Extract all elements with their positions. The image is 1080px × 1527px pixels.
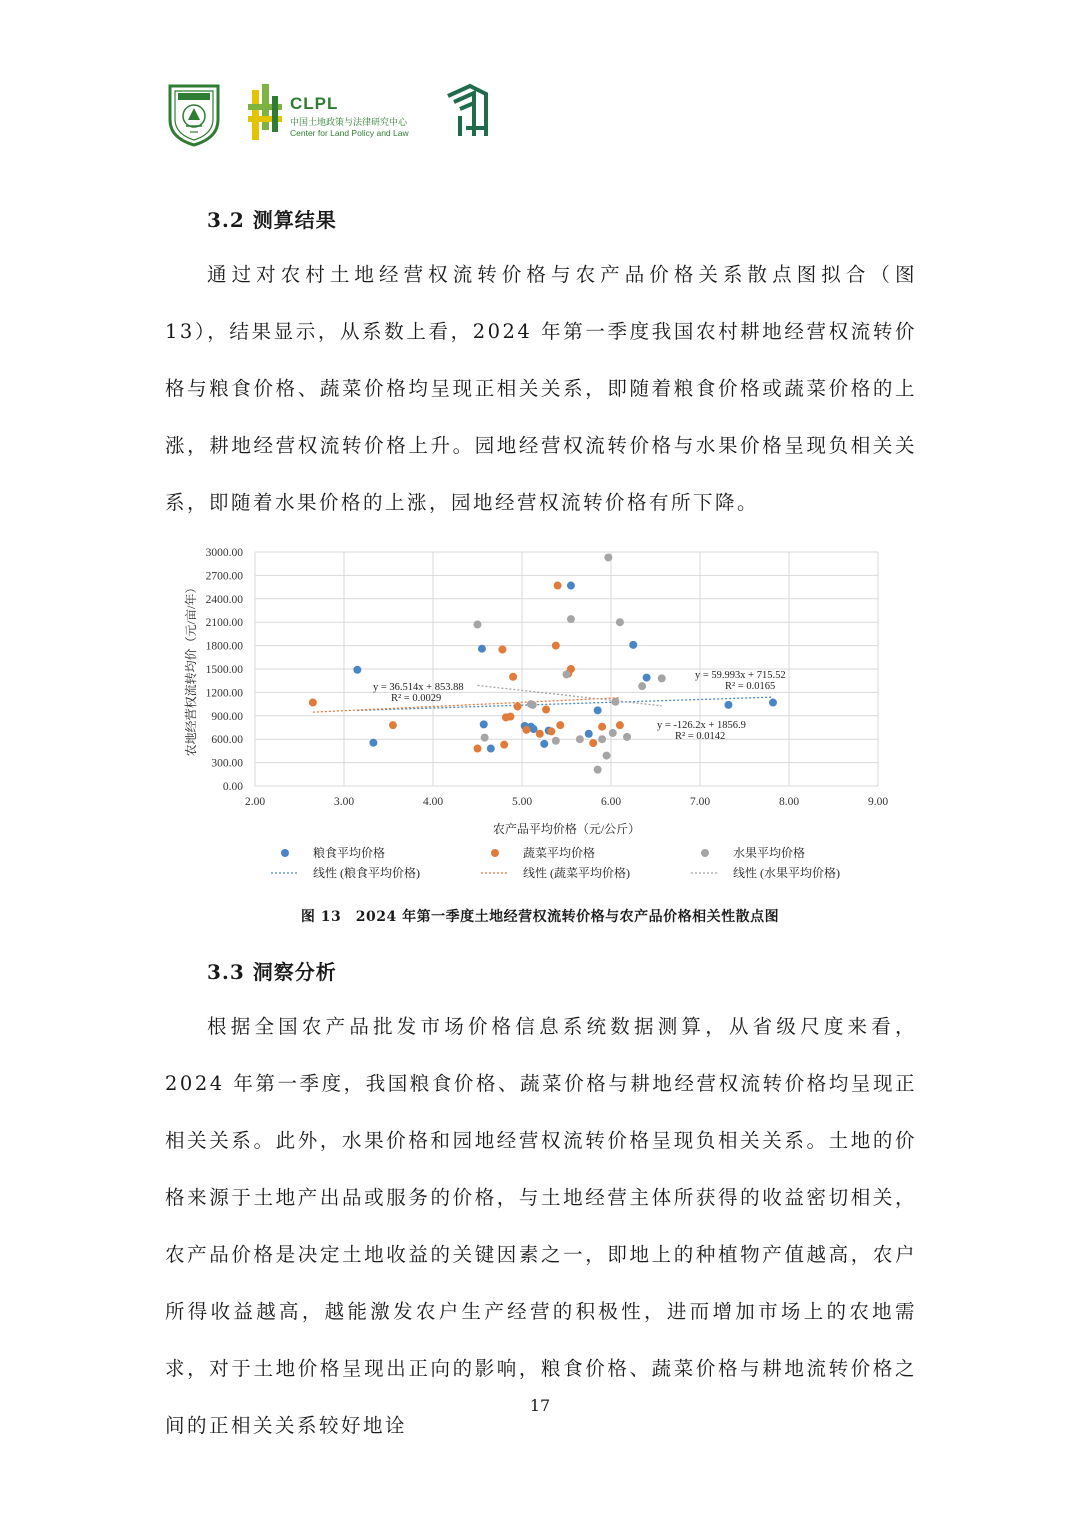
x-tick-label: 6.00 [600, 796, 622, 808]
data-point-series-2 [498, 646, 506, 654]
data-point-series-1 [585, 730, 593, 738]
university-seal-logo [166, 82, 222, 148]
data-point-series-2 [474, 745, 482, 753]
y-tick-label: 2700.00 [205, 570, 243, 583]
y-tick-label: 2400.00 [205, 593, 243, 606]
data-point-series-1 [594, 706, 602, 714]
data-point-series-2 [389, 721, 397, 729]
legend-label: 线性 (水果平均价格) [733, 866, 840, 880]
data-point-series-1 [480, 720, 488, 728]
legend-label: 蔬菜平均价格 [523, 846, 596, 860]
data-point-series-1 [629, 641, 637, 649]
data-point-series-2 [514, 702, 522, 710]
clpl-english-name: Center for Land Policy and Law [290, 128, 409, 138]
data-point-series-3 [529, 701, 537, 709]
data-point-series-1 [353, 666, 361, 674]
scatter-chart [175, 540, 910, 900]
section-3-3-paragraph: 根据全国农产品批发市场价格信息系统数据测算，从省级尺度来看，2024 年第一季度，我国粮食价格、蔬菜价格与耕地经营权流转价格均呈现正相关关系。此外，水果价格和园地经营权流转价格呈现负相关关系。土地的价格来源于土地产出品或服务的价格，与土地经营主体所获得的收益密切相关，农产品价格是决定土地收益的关键因素之一，即地上的种植物产值越高，农户所得收益越高，越能激发农户生产经营的积极性，进而增加市场上的农地需求，对于土地价格呈现出正向的影响，粮食价格、蔬菜价格与耕地流转价格之间的正相关关系较好地诠 [165, 1015, 917, 1437]
data-point-series-3 [616, 618, 624, 626]
data-point-series-3 [604, 553, 612, 561]
y-axis-label: 农地经营权流转均价（元/亩/年） [184, 581, 198, 757]
y-tick-label: 3000.00 [205, 547, 243, 559]
x-axis-label: 农产品平均价格（元/公斤） [492, 822, 641, 836]
legend-label: 线性 (蔬菜平均价格) [523, 866, 630, 880]
data-point-series-1 [769, 699, 777, 707]
data-point-series-1 [567, 582, 575, 590]
y-tick-label: 0.00 [222, 781, 243, 793]
section-heading-3-2: 3.2 测算结果 [207, 208, 337, 232]
clpl-chinese-name: 中国土地政策与法律研究中心 [290, 117, 408, 127]
data-point-series-3 [638, 682, 646, 690]
data-point-series-1 [369, 739, 377, 747]
y-tick-label: 900.00 [211, 710, 243, 723]
trendline-equation-label: y = 59.993x + 715.52 [695, 670, 786, 681]
x-tick-label: 9.00 [867, 796, 889, 808]
data-point-series-2 [536, 730, 544, 738]
data-point-series-3 [567, 615, 575, 623]
trendline-equation-label: y = 36.514x + 853.88 [373, 682, 464, 693]
data-point-series-2 [552, 642, 560, 650]
y-tick-label: 2100.00 [205, 617, 243, 630]
scatter-chart-svg [175, 540, 910, 900]
data-point-series-2 [509, 673, 517, 681]
legend-marker-icon [491, 849, 499, 857]
y-tick-label: 300.00 [211, 757, 243, 770]
clpl-mark-icon [246, 82, 290, 146]
legend-label: 线性 (粮食平均价格) [313, 866, 420, 880]
x-tick-label: 3.00 [333, 796, 355, 808]
data-point-series-2 [589, 739, 597, 747]
trendline-equation-label: R² = 0.0029 [391, 693, 442, 704]
legend-label: 粮食平均价格 [313, 846, 386, 860]
data-point-series-2 [309, 699, 317, 707]
x-tick-label: 5.00 [511, 796, 533, 808]
x-tick-label: 8.00 [778, 796, 800, 808]
data-point-series-2 [598, 723, 606, 731]
y-tick-label: 1800.00 [205, 640, 243, 653]
data-point-series-2 [556, 721, 564, 729]
page-number: 17 [529, 1396, 551, 1415]
trendline-equation-label: y = -126.2x + 1856.9 [657, 720, 746, 731]
data-point-series-3 [598, 735, 606, 743]
data-point-series-3 [563, 670, 571, 678]
y-tick-label: 600.00 [211, 734, 243, 747]
clpl-abbrev: CLPL [290, 94, 339, 113]
data-point-series-3 [658, 674, 666, 682]
legend-marker-icon [281, 849, 289, 857]
x-tick-label: 4.00 [422, 796, 444, 808]
data-point-series-2 [616, 721, 624, 729]
data-point-series-3 [623, 733, 631, 741]
data-point-series-3 [594, 766, 602, 774]
x-tick-label: 7.00 [689, 796, 711, 808]
legend-marker-icon [701, 849, 709, 857]
legend-label: 水果平均价格 [733, 846, 806, 860]
data-point-series-1 [478, 645, 486, 653]
trendline-equation-label: R² = 0.0142 [675, 731, 726, 742]
data-point-series-3 [481, 734, 489, 742]
y-tick-label: 1200.00 [205, 687, 243, 700]
data-point-series-3 [576, 735, 584, 743]
section-3-2-paragraph: 通过对农村土地经营权流转价格与农产品价格关系散点图拟合（图 13），结果显示，从系数上看，2024 年第一季度我国农村耕地经营权流转价格与粮食价格、蔬菜价格均呈现正相关关系，即随着粮食价格或蔬菜价格的上涨，耕地经营权流转价格上升。园地经营权流转价格与水果价格呈现负相关关系，即随着水果价格的上涨，园地经营权流转价格有所下降。 [165, 263, 917, 514]
clpl-logo [246, 82, 426, 146]
y-tick-label: 1500.00 [205, 664, 243, 676]
data-point-series-1 [487, 745, 495, 753]
data-point-series-2 [542, 706, 550, 714]
data-point-series-3 [603, 752, 611, 760]
data-point-series-1 [643, 674, 651, 682]
data-point-series-2 [500, 741, 508, 749]
building-logo [444, 82, 490, 140]
data-point-series-3 [611, 698, 619, 706]
data-point-series-3 [552, 737, 560, 745]
data-point-series-1 [724, 701, 732, 709]
figure-caption: 图 13 2024 年第一季度土地经营权流转价格与农产品价格相关性散点图 [300, 909, 780, 925]
data-point-series-2 [547, 727, 555, 735]
data-point-series-2 [522, 726, 530, 734]
x-tick-label: 2.00 [244, 796, 266, 808]
section-heading-3-3: 3.3 洞察分析 [207, 960, 337, 984]
data-point-series-3 [609, 729, 617, 737]
data-point-series-1 [540, 740, 548, 748]
data-point-series-3 [474, 621, 482, 629]
data-point-series-2 [554, 582, 562, 590]
trendline-equation-label: R² = 0.0165 [725, 681, 776, 692]
data-point-series-2 [506, 713, 514, 721]
